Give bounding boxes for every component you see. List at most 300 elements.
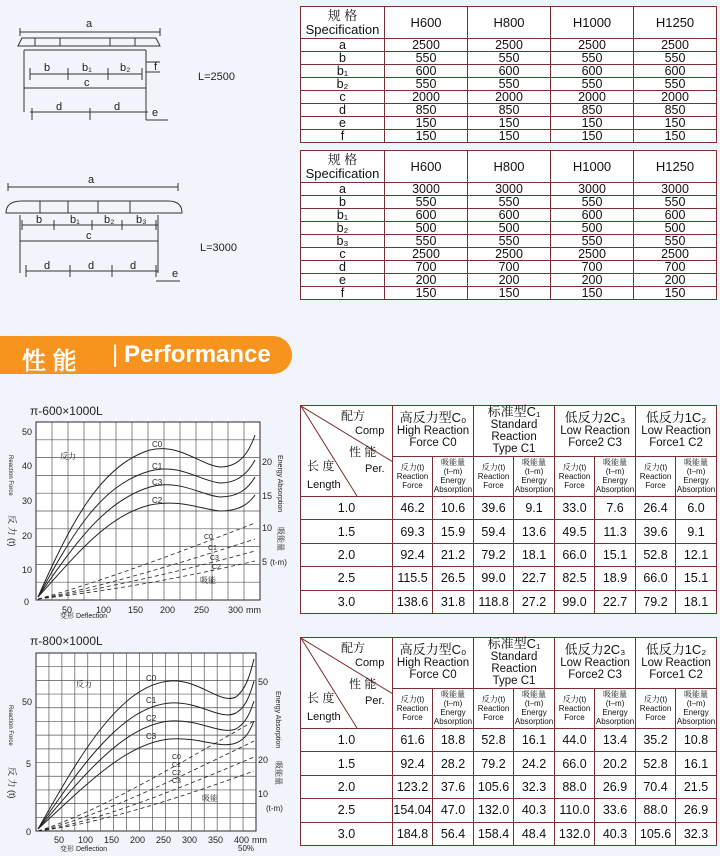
corner-xingneng: 性 能 — [349, 677, 377, 691]
energy-label-c2: C2 — [172, 770, 181, 777]
dim-d: d — [88, 260, 95, 272]
table-row — [301, 235, 717, 248]
table-row — [301, 52, 717, 65]
curve-label-c2: C2 — [152, 496, 163, 505]
corner-peifang: 配方 — [341, 409, 366, 423]
section-title-en: Performance — [124, 341, 271, 368]
sub-header-energy: 吸能量 (t–m) Energy Absorption — [514, 456, 555, 496]
corner-comp: Comp — [355, 425, 385, 437]
length-cell: 2.0 — [301, 775, 393, 798]
sub-header-energy: 吸能量 (t–m) Energy Absorption — [676, 688, 717, 728]
y2-tick: 20 — [258, 755, 269, 765]
energy-tag: 吸能 — [202, 794, 218, 803]
x-unit: mm — [246, 605, 261, 615]
cell: 150 — [634, 287, 717, 300]
type-cn: 低反力1C₂ — [645, 410, 707, 426]
energy-absorption-cell: 9.1 — [676, 520, 717, 543]
type-en: Standard Reaction — [490, 419, 538, 444]
y-axis-label-en: Reaction Force — [7, 455, 13, 496]
y2-axis-label-cn: 吸能量 — [274, 761, 283, 785]
table-corner-header — [301, 638, 393, 729]
energy-absorption-cell: 24.2 — [514, 752, 555, 775]
type-en: Low Reaction — [641, 657, 711, 670]
cell: 150 — [468, 130, 551, 143]
x-tick: 250 — [194, 605, 210, 615]
reaction-force-cell: 61.6 — [393, 729, 433, 752]
type-cn: 低反力1C₂ — [645, 642, 707, 658]
reaction-force-cell: 66.0 — [555, 752, 595, 775]
cell: 150 — [551, 117, 634, 130]
length-cell: 2.5 — [301, 567, 393, 590]
spec-header-cell — [301, 7, 385, 39]
reaction-force-cell: 132.0 — [555, 822, 595, 845]
type-en: Low Reaction — [641, 425, 711, 438]
spec-label-en: Specification — [305, 165, 380, 181]
reaction-force-cell: 158.4 — [474, 822, 514, 845]
sub-header-reaction-force: 反力(t) Reaction Force — [474, 456, 514, 496]
length-cell: 1.0 — [301, 729, 393, 752]
corner-xingneng: 性 能 — [349, 445, 377, 459]
cell: 2500 — [551, 39, 634, 52]
type-en: Force2 C3 — [568, 437, 622, 450]
y-axis-label-cn: 反 力 (t) — [7, 767, 17, 799]
energy-absorption-cell: 26.5 — [433, 567, 474, 590]
energy-absorption-cell: 18.1 — [514, 543, 555, 566]
type-en: Force1 C2 — [649, 669, 703, 682]
type-en: Low Reaction — [560, 425, 630, 438]
cell: 550 — [634, 196, 717, 209]
energy-absorption-cell: 32.3 — [676, 822, 717, 845]
y2-tick: 15 — [262, 491, 273, 501]
type-header-c1 — [474, 638, 555, 689]
table-row — [301, 799, 717, 822]
length-label: L=3000 — [200, 242, 238, 254]
reaction-force-cell: 35.2 — [636, 729, 676, 752]
table-row — [301, 287, 717, 300]
dim-b1: b₁ — [82, 62, 92, 74]
cell: 2000 — [468, 91, 551, 104]
energy-absorption-cell: 22.7 — [595, 590, 636, 613]
performance-graph-800 — [0, 645, 300, 855]
cell: 850 — [385, 104, 468, 117]
dim-e: e — [172, 268, 179, 280]
y2-axis-label-en: Energy Absorption — [274, 691, 281, 749]
row-label: b₁ — [301, 209, 385, 222]
cell: 500 — [468, 222, 551, 235]
curve-label-c2: C2 — [146, 714, 157, 723]
y-tick: 40 — [22, 461, 33, 471]
cell: 2500 — [468, 39, 551, 52]
performance-table-800 — [300, 637, 717, 846]
energy-tag: 吸能 — [200, 576, 216, 585]
energy-absorption-cell: 11.3 — [595, 520, 636, 543]
row-label: f — [301, 287, 385, 300]
x-tick: 300 — [228, 605, 244, 615]
energy-absorption-cell: 7.6 — [595, 497, 636, 520]
cell: 850 — [551, 104, 634, 117]
energy-absorption-cell: 47.0 — [433, 799, 474, 822]
dim-c: c — [86, 230, 92, 242]
dim-b2: b₂ — [104, 214, 115, 226]
table-row — [301, 590, 717, 613]
section-separator: | — [112, 341, 119, 368]
cell: 600 — [468, 209, 551, 222]
type-en: Force1 C2 — [649, 437, 703, 450]
reaction-force-cell: 79.2 — [474, 752, 514, 775]
type-cn: 低反力2C₃ — [564, 410, 626, 426]
sub-header-energy: 吸能量 (t–m) Energy Absorption — [514, 688, 555, 728]
cell: 150 — [551, 287, 634, 300]
cell: 500 — [551, 222, 634, 235]
cell: 500 — [634, 222, 717, 235]
x-tick: 150 — [104, 835, 120, 845]
y2-axis-label-cn: 吸能量 — [276, 527, 285, 551]
corner-length: Length — [307, 479, 341, 491]
performance-table-600 — [300, 405, 717, 614]
spec-label-cn: 规 格 — [327, 7, 358, 23]
col-header: H1000 — [551, 151, 634, 183]
type-en: Standard Reaction — [490, 651, 538, 676]
reaction-force-cell: 88.0 — [636, 799, 676, 822]
corner-changdu: 长 度 — [307, 691, 335, 705]
type-header-c2 — [636, 638, 717, 689]
y-tick: 50 — [22, 427, 33, 437]
table-row — [301, 130, 717, 143]
length-cell: 3.0 — [301, 590, 393, 613]
energy-absorption-cell: 15.1 — [595, 543, 636, 566]
row-label: b₂ — [301, 78, 385, 91]
y-tick: 10 — [22, 565, 33, 575]
section-title-cn: 性 能 — [22, 348, 77, 375]
energy-absorption-cell: 27.2 — [514, 590, 555, 613]
energy-absorption-cell: 40.3 — [514, 799, 555, 822]
type-en: High Reaction — [396, 425, 470, 438]
curve-label-c0: C0 — [152, 440, 163, 449]
col-header: H600 — [385, 151, 468, 183]
cell: 550 — [551, 52, 634, 65]
energy-absorption-cell: 56.4 — [433, 822, 474, 845]
type-en: High Reaction — [396, 657, 470, 670]
table-row — [301, 248, 717, 261]
energy-absorption-cell: 10.6 — [433, 497, 474, 520]
reaction-force-cell: 66.0 — [555, 543, 595, 566]
x-tick: 100 — [96, 605, 112, 615]
col-header: H800 — [468, 151, 551, 183]
row-label: e — [301, 117, 385, 130]
energy-label-c1: C1 — [172, 762, 181, 769]
reaction-force-cell: 52.8 — [636, 752, 676, 775]
x-axis-label: 变形 Deflection — [60, 613, 108, 620]
dim-b2: b₂ — [120, 62, 131, 74]
sub-header-reaction-force: 反力(t) Reaction Force — [555, 456, 595, 496]
x-tick: 350 — [208, 835, 224, 845]
reaction-force-cell: 123.2 — [393, 775, 433, 798]
reaction-force-cell: 99.0 — [555, 590, 595, 613]
type-en: Type C1 — [492, 443, 536, 456]
table-row — [301, 752, 717, 775]
cell: 150 — [385, 130, 468, 143]
cell: 550 — [385, 235, 468, 248]
sub-header-reaction-force: 反力(t) Reaction Force — [555, 688, 595, 728]
energy-absorption-cell: 15.1 — [676, 567, 717, 590]
energy-absorption-cell: 40.3 — [595, 822, 636, 845]
table-row — [301, 497, 717, 520]
graph-title: π-800×1000L — [30, 634, 103, 648]
cell: 600 — [551, 65, 634, 78]
table-row — [301, 39, 717, 52]
energy-absorption-cell: 9.1 — [514, 497, 555, 520]
section-header-performance — [0, 336, 292, 374]
spec-table-2500 — [300, 6, 717, 143]
dim-b1: b₁ — [70, 214, 80, 226]
y2-tick: 5 — [262, 557, 268, 567]
cell: 550 — [468, 52, 551, 65]
cell: 850 — [634, 104, 717, 117]
cell: 600 — [385, 65, 468, 78]
table-row — [301, 261, 717, 274]
dim-b3: b₃ — [136, 214, 147, 226]
cell: 150 — [551, 130, 634, 143]
x-tick: 250 — [156, 835, 172, 845]
reaction-force-cell: 46.2 — [393, 497, 433, 520]
y2-tick: 20 — [262, 457, 273, 467]
y2-unit: (t-m) — [270, 558, 287, 567]
cell: 3000 — [385, 183, 468, 196]
reaction-force-cell: 59.4 — [474, 520, 514, 543]
x-unit: mm — [252, 835, 267, 845]
reaction-force-cell: 82.5 — [555, 567, 595, 590]
dim-d: d — [44, 260, 51, 272]
row-label: d — [301, 261, 385, 274]
reaction-force-cell: 66.0 — [636, 567, 676, 590]
type-header-c3 — [555, 638, 636, 689]
corner-per: Per. — [365, 463, 385, 475]
row-label: a — [301, 39, 385, 52]
cell: 2500 — [385, 39, 468, 52]
cell: 550 — [551, 78, 634, 91]
length-cell: 1.0 — [301, 497, 393, 520]
type-header-c3 — [555, 406, 636, 457]
type-en: Force2 C3 — [568, 669, 622, 682]
reaction-force-cell: 70.4 — [636, 775, 676, 798]
x-tick: 50 — [54, 835, 65, 845]
energy-label-c3: C3 — [210, 555, 219, 562]
spec-label-cn: 规 格 — [327, 151, 358, 167]
table-row — [301, 222, 717, 235]
reaction-force-cell: 118.8 — [474, 590, 514, 613]
cell: 600 — [634, 209, 717, 222]
corner-diagonals — [301, 406, 393, 496]
cell: 600 — [468, 65, 551, 78]
table-row — [301, 117, 717, 130]
reaction-force-cell: 52.8 — [636, 543, 676, 566]
fender-drawing-3000 — [0, 165, 300, 315]
col-header: H800 — [468, 7, 551, 39]
length-cell: 3.0 — [301, 822, 393, 845]
reaction-force-cell: 154.04 — [393, 799, 433, 822]
cell: 3000 — [551, 183, 634, 196]
cell: 3000 — [468, 183, 551, 196]
energy-label-c2: C2 — [212, 564, 221, 571]
energy-absorption-cell: 33.6 — [595, 799, 636, 822]
energy-absorption-cell: 15.9 — [433, 520, 474, 543]
corner-changdu: 长 度 — [307, 459, 335, 473]
cell: 600 — [634, 65, 717, 78]
type-cn: 标准型C₁ — [487, 636, 541, 652]
x-tick: 400 — [234, 835, 250, 845]
cell: 150 — [634, 130, 717, 143]
energy-label-c0: C0 — [204, 534, 213, 541]
dim-d: d — [114, 101, 121, 113]
length-cell: 2.5 — [301, 799, 393, 822]
table-row — [301, 729, 717, 752]
x-tick: 100 — [78, 835, 94, 845]
table-row — [301, 775, 717, 798]
row-label: a — [301, 183, 385, 196]
cell: 550 — [385, 196, 468, 209]
y-tick: 5 — [26, 759, 32, 769]
reaction-force-cell: 115.5 — [393, 567, 433, 590]
corner-per: Per. — [365, 695, 385, 707]
x-tick: 200 — [160, 605, 176, 615]
cell: 550 — [468, 78, 551, 91]
type-en: Force C0 — [409, 437, 457, 450]
type-en: Force C0 — [409, 669, 457, 682]
fender-drawing-2500 — [0, 0, 300, 150]
type-header-c2 — [636, 406, 717, 457]
dim-d: d — [56, 101, 63, 113]
force-tag: 反力 — [76, 680, 92, 689]
type-header-c1 — [474, 406, 555, 457]
type-en: Low Reaction — [560, 657, 630, 670]
reaction-force-cell: 33.0 — [555, 497, 595, 520]
row-label: b — [301, 196, 385, 209]
reaction-force-cell: 26.4 — [636, 497, 676, 520]
reaction-force-cell: 92.4 — [393, 752, 433, 775]
energy-absorption-cell: 13.4 — [595, 729, 636, 752]
x-extra: 50% — [238, 844, 255, 853]
table-row — [301, 91, 717, 104]
y-tick: 30 — [22, 496, 33, 506]
energy-absorption-cell: 12.1 — [676, 543, 717, 566]
cell: 2000 — [634, 91, 717, 104]
col-header: H1250 — [634, 151, 717, 183]
type-en: Type C1 — [492, 675, 536, 688]
corner-comp: Comp — [355, 657, 385, 669]
energy-absorption-cell: 13.6 — [514, 520, 555, 543]
cell: 550 — [468, 196, 551, 209]
cell: 550 — [551, 196, 634, 209]
energy-absorption-cell: 37.6 — [433, 775, 474, 798]
length-cell: 1.5 — [301, 752, 393, 775]
cell: 700 — [634, 261, 717, 274]
y-tick: 20 — [22, 531, 33, 541]
reaction-force-cell: 105.6 — [636, 822, 676, 845]
table-row — [301, 274, 717, 287]
corner-diagonals — [301, 638, 393, 728]
dim-f: f — [154, 61, 158, 73]
reaction-force-cell: 39.6 — [474, 497, 514, 520]
cell: 150 — [385, 287, 468, 300]
y2-axis-label-en: Energy Absorption — [276, 455, 283, 513]
energy-absorption-cell: 18.8 — [433, 729, 474, 752]
reaction-force-cell: 88.0 — [555, 775, 595, 798]
reaction-force-cell: 39.6 — [636, 520, 676, 543]
energy-absorption-cell: 16.1 — [514, 729, 555, 752]
row-label: b₂ — [301, 222, 385, 235]
cell: 600 — [385, 209, 468, 222]
y-tick: 0 — [26, 827, 32, 837]
spec-table-3000 — [300, 150, 717, 300]
energy-absorption-cell: 16.1 — [676, 752, 717, 775]
energy-absorption-cell: 32.3 — [514, 775, 555, 798]
table-row — [301, 520, 717, 543]
cell: 2000 — [551, 91, 634, 104]
energy-absorption-cell: 26.9 — [595, 775, 636, 798]
col-header: H1000 — [551, 7, 634, 39]
type-header-c0 — [393, 638, 474, 689]
dim-a: a — [88, 174, 95, 186]
cell: 550 — [634, 235, 717, 248]
reaction-force-cell: 132.0 — [474, 799, 514, 822]
cell: 850 — [468, 104, 551, 117]
reaction-force-cell: 69.3 — [393, 520, 433, 543]
cell: 500 — [385, 222, 468, 235]
y2-tick: 10 — [262, 523, 273, 533]
type-cn: 高反力型C₀ — [399, 410, 467, 426]
reaction-force-cell: 79.2 — [474, 543, 514, 566]
cell: 3000 — [634, 183, 717, 196]
col-header: H600 — [385, 7, 468, 39]
reaction-force-cell: 110.0 — [555, 799, 595, 822]
energy-absorption-cell: 22.7 — [514, 567, 555, 590]
spec-label-en: Specification — [305, 21, 380, 37]
table-row — [301, 104, 717, 117]
x-axis-label: 变形 Deflection — [60, 846, 108, 853]
cell: 550 — [634, 52, 717, 65]
reaction-force-cell: 138.6 — [393, 590, 433, 613]
cell: 150 — [385, 117, 468, 130]
sub-header-reaction-force: 反力(t) Reaction Force — [474, 688, 514, 728]
type-cn: 低反力2C₃ — [564, 642, 626, 658]
x-tick: 150 — [128, 605, 144, 615]
energy-absorption-cell: 21.5 — [676, 775, 717, 798]
length-cell: 2.0 — [301, 543, 393, 566]
row-label: d — [301, 104, 385, 117]
energy-absorption-cell: 6.0 — [676, 497, 717, 520]
cell: 550 — [634, 78, 717, 91]
dim-e: e — [152, 107, 159, 119]
row-label: b₃ — [301, 235, 385, 248]
energy-absorption-cell: 21.2 — [433, 543, 474, 566]
row-label: c — [301, 248, 385, 261]
corner-length: Length — [307, 711, 341, 723]
graph-title: π-600×1000L — [30, 404, 103, 418]
cell: 600 — [551, 209, 634, 222]
length-label: L=2500 — [198, 71, 236, 83]
performance-graph-600 — [0, 405, 300, 620]
cell: 150 — [468, 117, 551, 130]
reaction-force-cell: 184.8 — [393, 822, 433, 845]
sub-header-reaction-force: 反力(t) Reaction Force — [393, 688, 433, 728]
energy-absorption-cell: 26.9 — [676, 799, 717, 822]
cell: 700 — [385, 261, 468, 274]
col-header: H1250 — [634, 7, 717, 39]
row-label: e — [301, 274, 385, 287]
table-row — [301, 543, 717, 566]
row-label: b — [301, 52, 385, 65]
cell: 550 — [385, 52, 468, 65]
